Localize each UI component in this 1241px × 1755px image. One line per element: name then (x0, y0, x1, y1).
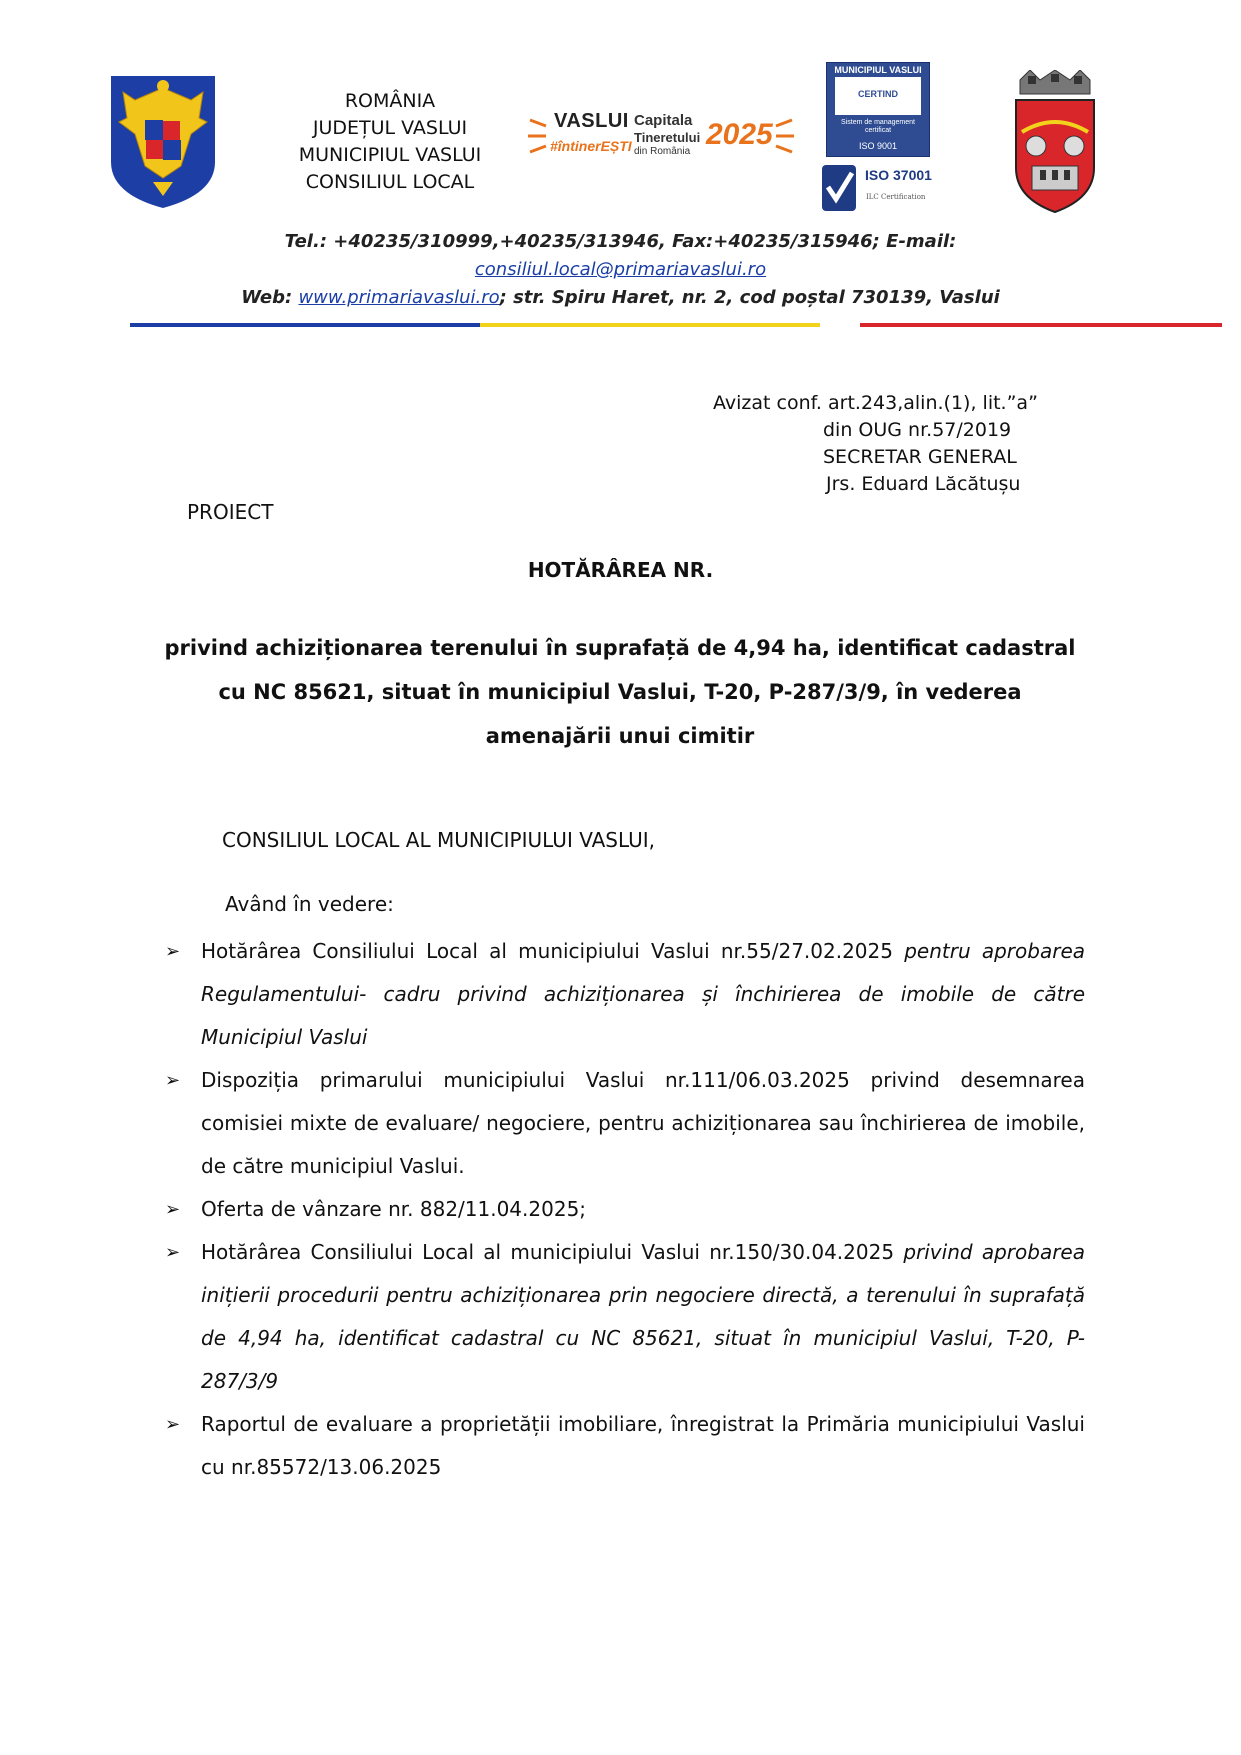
capital-line: Capitala (634, 112, 693, 129)
badge-system-text: Sistem de management certificat (841, 119, 915, 134)
considerations-list (160, 930, 1085, 1489)
address-text: ; str. Spiru Haret, nr. 2, cod poștal 730139, Vaslui (499, 287, 1000, 308)
tricolor-bar-yellow (480, 323, 820, 327)
iso9001-badge (826, 62, 930, 157)
vaslui-hashtag: #întinerEȘTI (550, 138, 632, 154)
arrow-bullet-icon: ➢ (165, 1414, 181, 1435)
item-text: Hotărârea Consiliului Local al municipiului Vaslui nr.150/30.04.2025 (201, 1240, 904, 1264)
list-item (160, 1231, 1085, 1403)
badge-standard: ISO 9001 (858, 141, 898, 151)
subject-line: amenajării unui cimitir (485, 724, 755, 748)
arrow-bullet-icon: ➢ (165, 1070, 181, 1091)
decision-subject (140, 626, 1100, 758)
aviz-line: SECRETAR GENERAL (823, 446, 1017, 468)
list-item (160, 1059, 1085, 1188)
arrow-bullet-icon: ➢ (165, 1242, 181, 1263)
aviz-line: Jrs. Eduard Lăcătușu (826, 473, 1021, 495)
website-link[interactable]: www.primariavaslui.ro (298, 287, 500, 308)
aviz-line: din OUG nr.57/2019 (823, 419, 1012, 441)
vaslui-word: VASLUI (554, 110, 629, 132)
checkmark-shield-icon (820, 163, 860, 213)
spark-icon (774, 116, 796, 156)
capital-line: din România (634, 146, 691, 157)
spark-icon (526, 116, 550, 156)
badge-issuer: ILC Certification (866, 193, 926, 201)
list-item (160, 1188, 1085, 1231)
item-text: Raportul de evaluare a proprietății imobiliare, înregistrat la Primăria municipiului Vaslui cu nr.85572/13.06.2025 (201, 1412, 1085, 1479)
item-text: Dispoziția primarului municipiului Vaslui nr.111/06.03.2025 privind desemnarea comisiei mixte de evaluare/ negociere, pentru achiziționarea sau închirierea de imobile, de către municipiul Vaslui. (201, 1068, 1085, 1178)
aviz-line: Avizat conf. art.243,alin.(1), lit.”a” (713, 392, 1038, 414)
contact-phone-line: Tel.: +40235/310999,+40235/313946, Fax:+40235/315946; E-mail: (284, 231, 957, 252)
item-text: Oferta de vânzare nr. 882/11.04.2025; (201, 1197, 587, 1221)
item-italic-text: privind aprobarea inițierii procedurii pentru achiziționarea prin negociere directă, a terenului în suprafață de 4,94 ha, identificat cadastral cu NC 85621, situat în municipiul Vaslui, T-20, P-287/3/9 (201, 1240, 1085, 1393)
list-item (160, 930, 1085, 1059)
item-italic-text: pentru aprobarea Regulamentului- cadru privind achiziționarea și închirierea de imobile de către Municipiul Vaslui (201, 939, 1086, 1049)
item-text: Hotărârea Consiliului Local al municipiului Vaslui nr.55/27.02.2025 (201, 939, 905, 963)
considering-label: Având în vedere: (225, 892, 394, 916)
vaslui-youth-capital-logo (526, 108, 796, 166)
arrow-bullet-icon: ➢ (165, 941, 181, 962)
institution-line: JUDEȚUL VASLUI (312, 117, 468, 139)
institution-line: CONSILIUL LOCAL (305, 171, 475, 193)
vaslui-city-coat-of-arms-icon (1010, 70, 1100, 215)
capital-line: Tineretului (634, 130, 701, 145)
romania-coat-of-arms-icon (105, 70, 221, 210)
contact-web-line (0, 287, 1241, 308)
contact-email-line (0, 259, 1241, 280)
badge-grid (835, 77, 921, 115)
email-link[interactable]: consiliul.local@primariavaslui.ro (474, 259, 767, 280)
subject-line: cu NC 85621, situat în municipiul Vaslui, T-20, P-287/3/9, în vederea (218, 680, 1022, 704)
badge-cert-text: CERTIND (858, 89, 898, 99)
capital-year: 2025 (706, 118, 773, 151)
iso37001-badge (820, 163, 932, 213)
tricolor-bar-blue (130, 323, 525, 327)
decision-title: HOTĂRÂREA NR. (527, 558, 714, 582)
proiect-label: PROIECT (187, 500, 274, 524)
badge-title: MUNICIPIUL VASLUI (834, 65, 922, 75)
institution-block (270, 88, 510, 196)
badge-standard: ISO 37001 (865, 167, 932, 183)
council-heading: CONSILIUL LOCAL AL MUNICIPIULUI VASLUI, (222, 828, 656, 852)
arrow-bullet-icon: ➢ (165, 1199, 181, 1220)
subject-line: privind achiziționarea terenului în suprafață de 4,94 ha, identificat cadastral (164, 636, 1076, 660)
web-label: Web: (241, 287, 299, 308)
tricolor-bar-red (860, 323, 1222, 327)
institution-line: ROMÂNIA (344, 90, 436, 112)
institution-line: MUNICIPIUL VASLUI (298, 144, 482, 166)
list-item (160, 1403, 1085, 1489)
